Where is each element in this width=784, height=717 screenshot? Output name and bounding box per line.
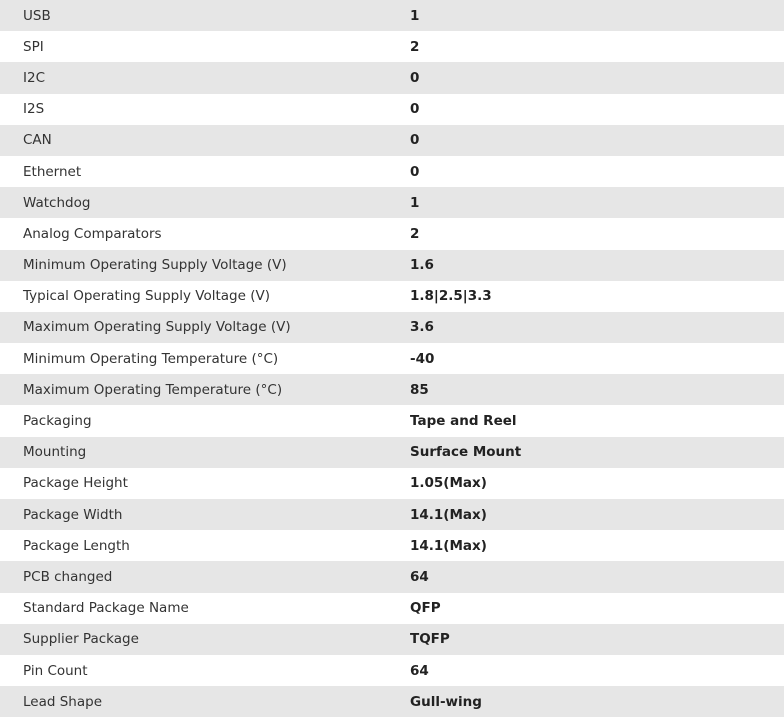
spec-name: Lead Shape [23, 693, 102, 710]
spec-value: 0 [410, 132, 420, 149]
spec-value: 64 [410, 662, 429, 679]
table-row [0, 94, 784, 125]
table-row [0, 218, 784, 249]
spec-value: 0 [410, 69, 420, 86]
spec-name: Pin Count [23, 662, 88, 679]
spec-value: 1.6 [410, 257, 434, 274]
spec-name: Minimum Operating Supply Voltage (V) [23, 257, 287, 274]
spec-name: SPI [23, 38, 44, 55]
spec-value: 64 [410, 568, 429, 585]
spec-value: 1.8|2.5|3.3 [410, 288, 492, 305]
spec-value: TQFP [410, 631, 450, 648]
spec-value: 2 [410, 225, 420, 242]
table-row [0, 499, 784, 530]
table-row [0, 561, 784, 592]
table-row [0, 405, 784, 436]
table-row [0, 250, 784, 281]
spec-value: 0 [410, 163, 420, 180]
table-row [0, 437, 784, 468]
spec-name: Analog Comparators [23, 225, 162, 242]
spec-value: 1 [410, 7, 420, 24]
spec-name: USB [23, 7, 51, 24]
spec-name: Package Width [23, 506, 123, 523]
table-row [0, 0, 784, 31]
table-row [0, 374, 784, 405]
spec-value: 1.05(Max) [410, 475, 487, 492]
spec-value: 85 [410, 381, 429, 398]
table-row [0, 343, 784, 374]
spec-name: Watchdog [23, 194, 91, 211]
spec-value: 3.6 [410, 319, 434, 336]
table-row [0, 156, 784, 187]
spec-name: Package Height [23, 475, 128, 492]
spec-name: I2S [23, 101, 45, 118]
spec-value: 2 [410, 38, 420, 55]
spec-value: Tape and Reel [410, 413, 517, 430]
spec-value: 0 [410, 101, 420, 118]
spec-value: -40 [410, 350, 435, 367]
spec-name: Packaging [23, 413, 92, 430]
table-row [0, 31, 784, 62]
spec-value: Surface Mount [410, 444, 522, 461]
table-row [0, 530, 784, 561]
table-row [0, 187, 784, 218]
table-row [0, 624, 784, 655]
spec-name: Minimum Operating Temperature (°C) [23, 350, 279, 367]
spec-value: 1 [410, 194, 420, 211]
spec-value: QFP [410, 600, 441, 617]
spec-value: 14.1(Max) [410, 506, 487, 523]
spec-name: Supplier Package [23, 631, 139, 648]
spec-name: PCB changed [23, 568, 113, 585]
spec-name: Package Length [23, 537, 130, 554]
spec-name: Mounting [23, 444, 87, 461]
spec-value: 14.1(Max) [410, 537, 487, 554]
table-row [0, 593, 784, 624]
table-row [0, 281, 784, 312]
spec-name: CAN [23, 132, 52, 149]
spec-name: Maximum Operating Supply Voltage (V) [23, 319, 291, 336]
spec-name: Ethernet [23, 163, 82, 180]
table-row [0, 125, 784, 156]
table-row [0, 686, 784, 717]
table-row [0, 62, 784, 93]
spec-name: Maximum Operating Temperature (°C) [23, 381, 283, 398]
spec-name: Standard Package Name [23, 600, 189, 617]
spec-name: I2C [23, 69, 45, 86]
table-row [0, 312, 784, 343]
spec-name: Typical Operating Supply Voltage (V) [23, 288, 270, 305]
table-row [0, 655, 784, 686]
spec-value: Gull-wing [410, 693, 482, 710]
table-row [0, 468, 784, 499]
